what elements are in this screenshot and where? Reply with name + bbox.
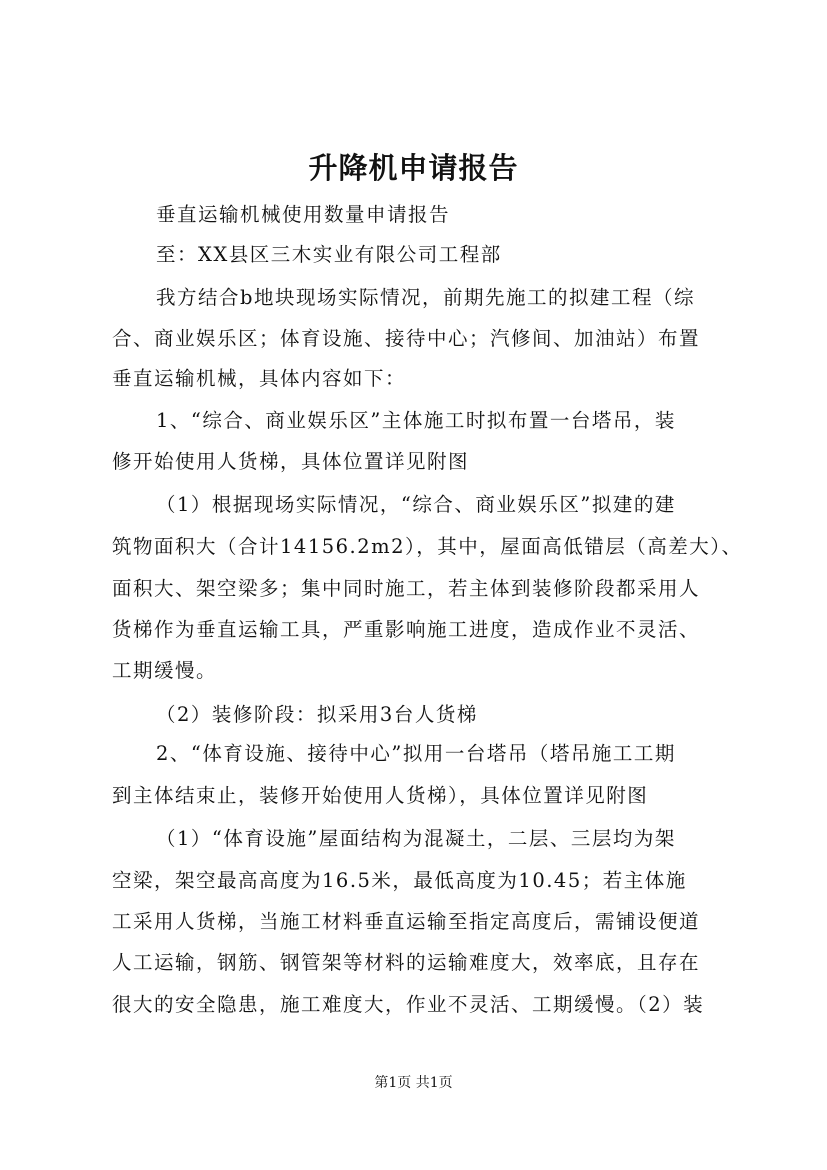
body-line: 很大的安全隐患，施工难度大，作业不灵活、工期缓慢。（2）装 [112,993,705,1016]
body-line: 货梯作为垂直运输工具，严重影响施工进度，造成作业不灵活、 [112,618,701,641]
body-line: 至：XX县区三木实业有限公司工程部 [156,243,502,266]
page-number-footer: 第1页 共1页 [374,1075,453,1091]
body-line: 修开始使用人货梯，具体位置详见附图 [112,450,470,473]
body-line: 筑物面积大（合计14156.2m2），其中，屋面高低错层（高差大）、 [112,535,743,558]
body-line: 2、“体育设施、接待中心”拟用一台塔吊（塔吊施工工期 [156,742,676,765]
body-line: 人工运输，钢筋、钢管架等材料的运输难度大，效率底，且存在 [112,951,701,974]
body-line: 面积大、架空梁多；集中同时施工，若主体到装修阶段都采用人 [112,577,701,600]
body-line: 垂直运输机械使用数量申请报告 [156,203,451,226]
body-line: 1、“综合、商业娱乐区”主体施工时拟布置一台塔吊，装 [156,409,676,432]
body-line: 我方结合b地块现场实际情况，前期先施工的拟建工程（综 [156,286,695,309]
body-line: （1）根据现场实际情况，“综合、商业娱乐区”拟建的建 [156,493,676,516]
body-line: 工期缓慢。 [112,659,218,682]
body-line: 垂直运输机械，具体内容如下： [112,367,407,390]
body-line: 空梁，架空最高高度为16.5米，最低高度为10.45；若主体施 [112,869,687,892]
document-title: 升降机申请报告 [308,151,519,185]
body-line: 到主体结束止，装修开始使用人货梯），具体位置详见附图 [112,784,649,807]
body-line: （2）装修阶段：拟采用3台人货梯 [156,703,478,726]
body-line: （1）“体育设施”屋面结构为混凝土，二层、三层均为架 [156,827,676,850]
body-line: 工采用人货梯，当施工材料垂直运输至指定高度后，需铺设便道 [112,910,701,933]
body-line: 合、商业娱乐区；体育设施、接待中心；汽修间、加油站）布置 [112,327,701,350]
